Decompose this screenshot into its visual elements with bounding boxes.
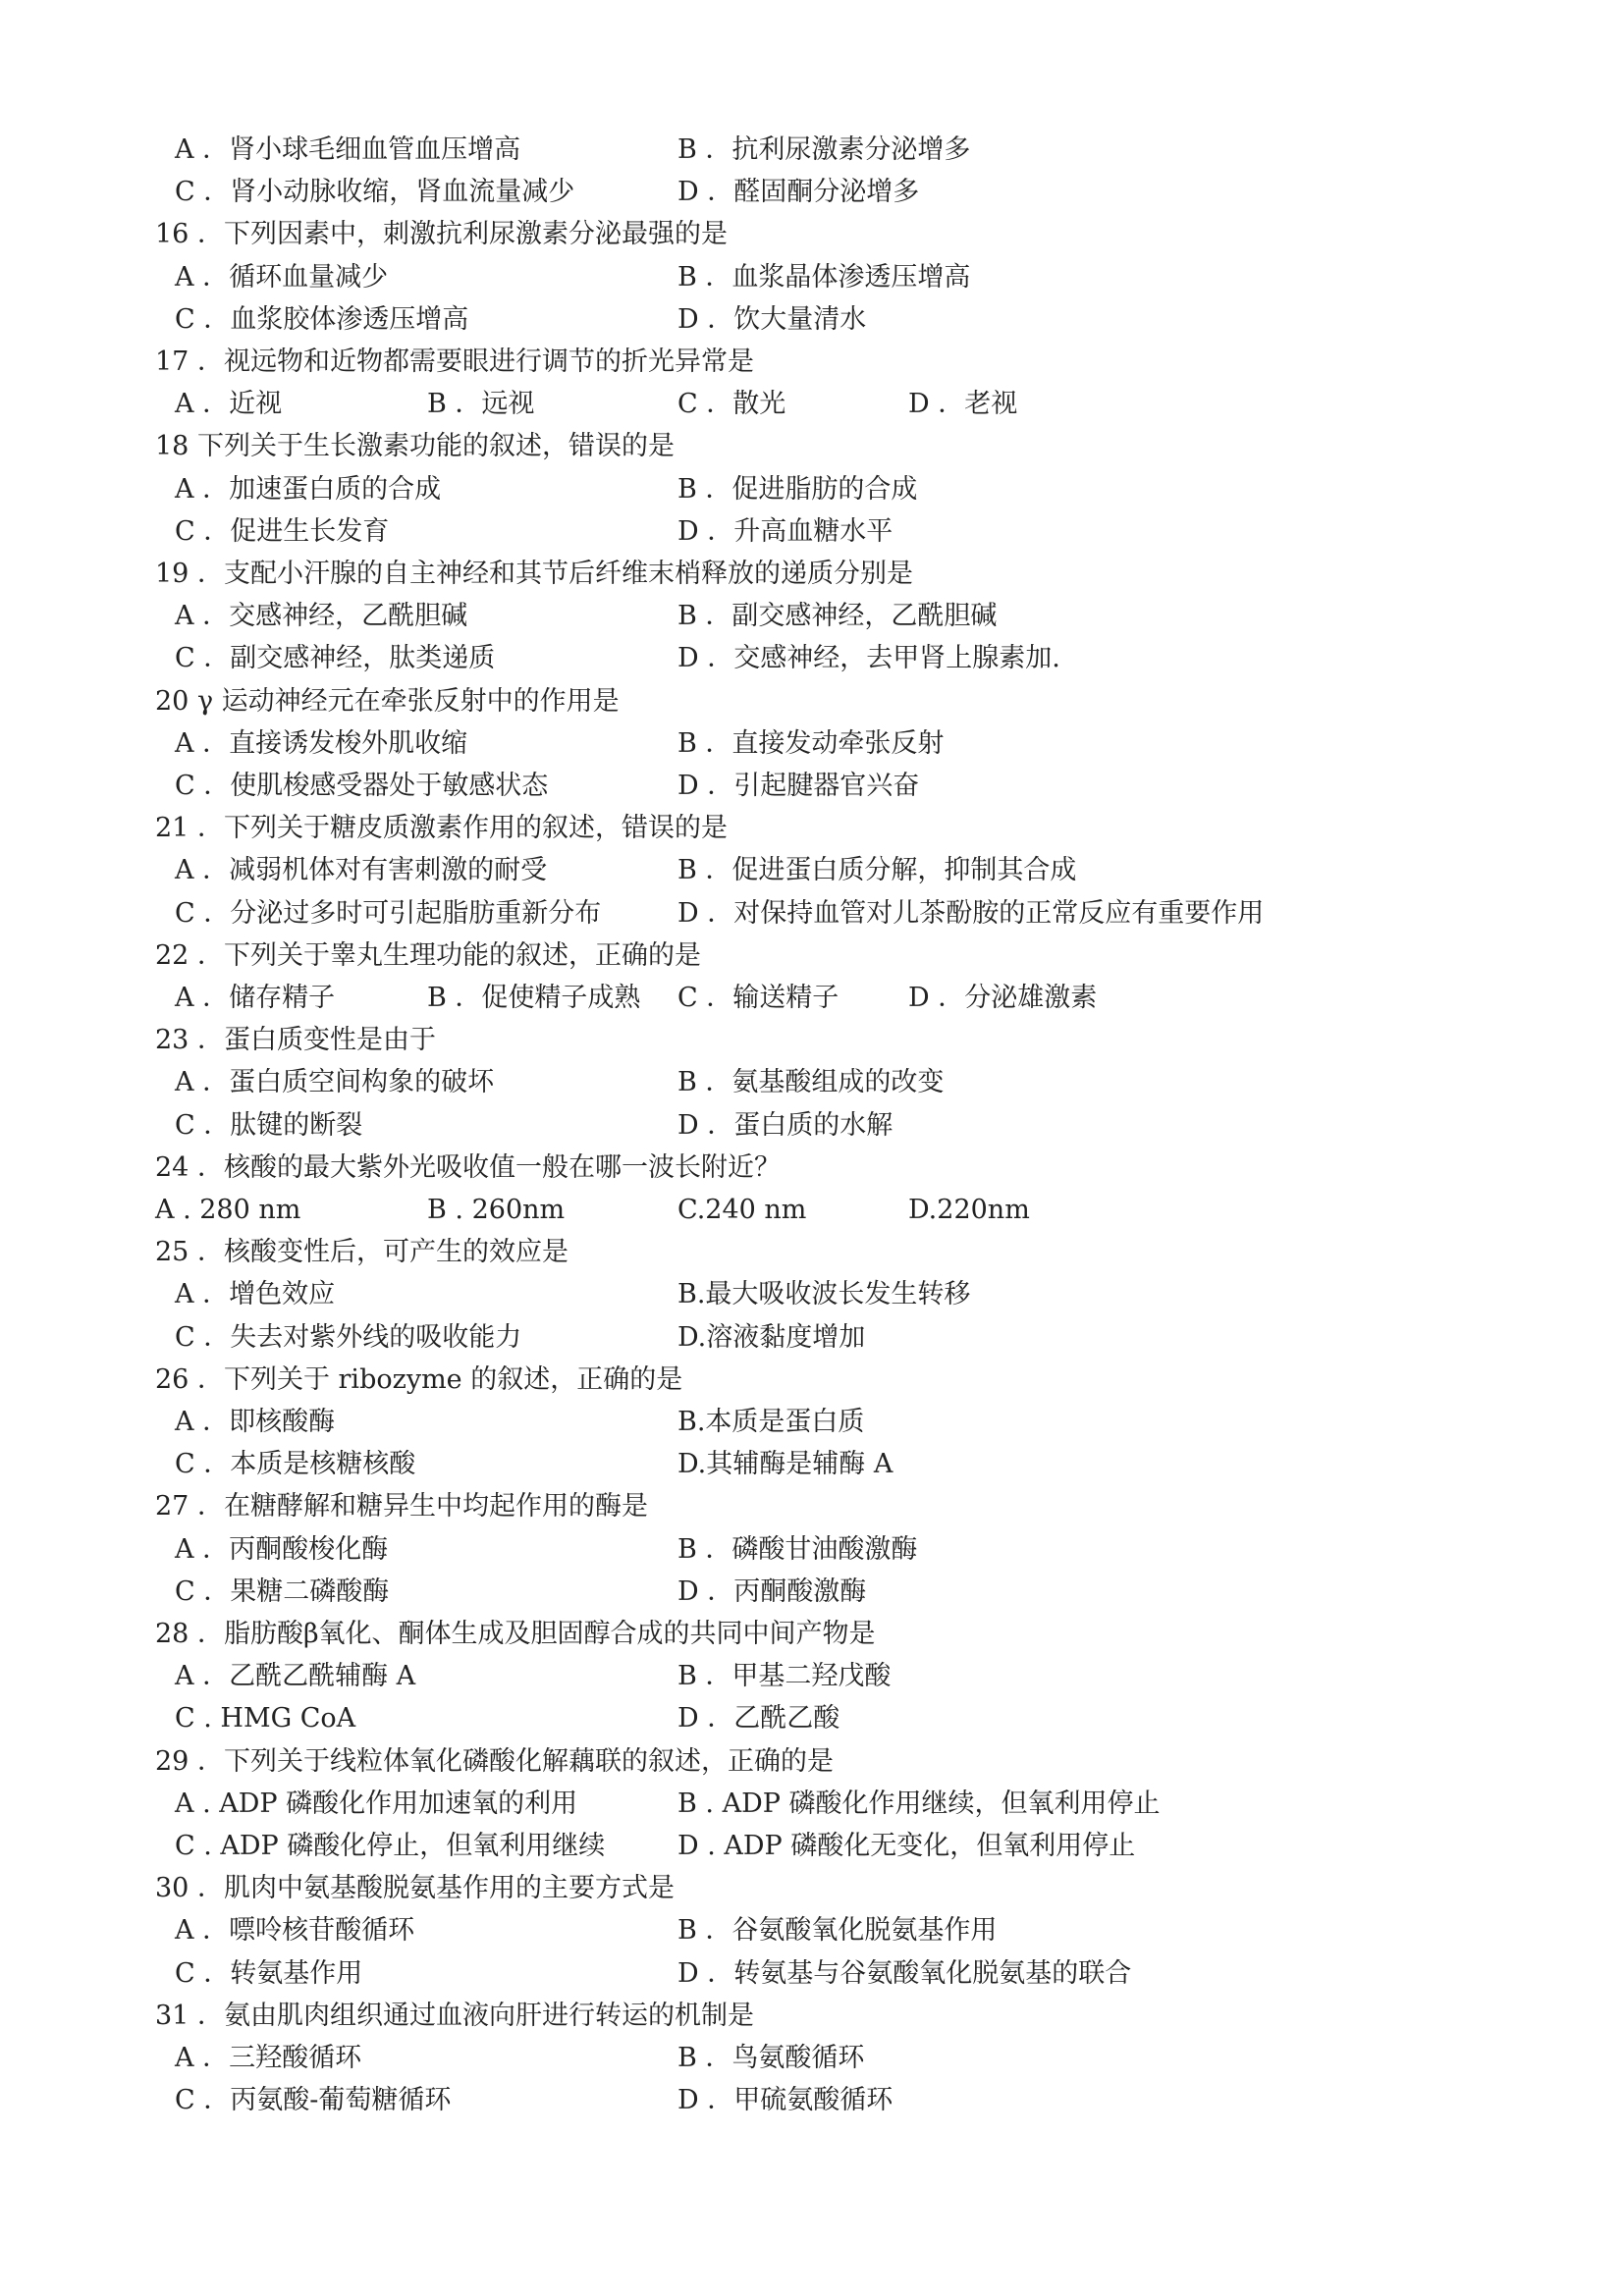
answer-options-line xyxy=(0,1275,1624,1314)
option-text: D ．分泌雄激素 xyxy=(908,983,1098,1013)
answer-options-line xyxy=(0,1445,1624,1484)
option-text: A ．嘌呤核苷酸循环 xyxy=(175,1915,415,1947)
question-stem-line xyxy=(0,1487,1624,1526)
question-text: 31 ．氨由肌肉组织通过血液向肝进行转运的机制是 xyxy=(155,2000,754,2031)
option-text: D ．饮大量清水 xyxy=(677,303,867,335)
answer-options-line xyxy=(0,851,1624,890)
question-stem-line xyxy=(0,1233,1624,1272)
option-text: C ．果糖二磷酸酶 xyxy=(175,1575,390,1607)
answer-options-line xyxy=(0,1699,1624,1738)
question-text: 16 ．下列因素中，刺激抗利尿激素分泌最强的是 xyxy=(155,219,728,250)
question-text: 18 下列关于生长激素功能的叙述，错误的是 xyxy=(155,431,675,462)
option-text: A ．储存精子 xyxy=(175,983,336,1013)
option-text: A ．增色效应 xyxy=(175,1279,336,1310)
option-text: C ．使肌梭感受器处于敏感状态 xyxy=(175,771,549,801)
question-text: 21 ．下列关于糖皮质激素作用的叙述，错误的是 xyxy=(155,813,728,844)
question-stem-line xyxy=(0,936,1624,976)
option-text: C ．失去对紫外线的吸收能力 xyxy=(175,1321,522,1353)
answer-options-line xyxy=(0,724,1624,764)
option-text: A ．三羟酸循环 xyxy=(175,2043,362,2073)
option-text: B ．促进蛋白质分解，抑制其合成 xyxy=(677,855,1077,886)
question-stem-line xyxy=(0,343,1624,382)
question-stem-line xyxy=(0,1021,1624,1060)
question-text: 23 ．蛋白质变性是由于 xyxy=(155,1025,436,1056)
question-text: 25 ．核酸变性后，可产生的效应是 xyxy=(155,1237,568,1268)
option-text: A ．肾小球毛细血管血压增高 xyxy=(175,134,521,165)
answer-options-line xyxy=(0,300,1624,340)
answer-options-line xyxy=(0,258,1624,297)
option-text: A ．减弱机体对有害刺激的耐受 xyxy=(175,855,548,886)
option-text: B ．促进脂肪的合成 xyxy=(677,473,918,505)
option-text: B.本质是蛋白质 xyxy=(677,1407,865,1437)
question-stem-line xyxy=(0,1615,1624,1654)
option-text: D ．蛋白质的水解 xyxy=(677,1109,893,1141)
question-text: 22 ．下列关于睾丸生理功能的叙述，正确的是 xyxy=(155,939,701,971)
question-text: 27 ．在糖酵解和糖异生中均起作用的酶是 xyxy=(155,1491,648,1522)
option-text: D ．引起腱器官兴奋 xyxy=(677,771,920,801)
answer-options-line xyxy=(0,1403,1624,1442)
option-text: A ．丙酮酸梭化酶 xyxy=(175,1533,389,1565)
question-stem-line xyxy=(0,427,1624,466)
option-text: B ．远视 xyxy=(427,389,535,420)
question-stem-line xyxy=(0,682,1624,721)
option-text: D ．乙酰乙酸 xyxy=(677,1703,840,1735)
option-text: D ．交感神经，去甲肾上腺素加. xyxy=(677,643,1060,674)
option-text: B . ADP 磷酸化作用继续，但氧利用停止 xyxy=(677,1788,1161,1819)
question-stem-line xyxy=(0,809,1624,848)
question-stem-line xyxy=(0,1869,1624,1908)
option-text: C ．分泌过多时可引起脂肪重新分布 xyxy=(175,897,602,929)
option-text: C.240 nm xyxy=(677,1195,807,1225)
option-text: C . ADP 磷酸化停止，但氧利用继续 xyxy=(175,1831,606,1861)
answer-options-line xyxy=(0,1530,1624,1570)
question-text: 19 ．支配小汗腺的自主神经和其节后纤维末梢释放的递质分别是 xyxy=(155,559,913,589)
option-text: D . ADP 磷酸化无变化，但氧利用停止 xyxy=(677,1831,1136,1861)
option-text: D.溶液黏度增加 xyxy=(677,1321,866,1353)
option-text: A ．加速蛋白质的合成 xyxy=(175,473,442,505)
option-text: B ．副交感神经，乙酰胆碱 xyxy=(677,601,998,632)
answer-options-line xyxy=(0,894,1624,934)
answer-options-line xyxy=(0,1785,1624,1824)
question-stem-line xyxy=(0,1361,1624,1400)
answer-options-line xyxy=(0,2039,1624,2078)
answer-options-line xyxy=(0,1573,1624,1612)
option-text: D ．对保持血管对儿茶酚胺的正常反应有重要作用 xyxy=(677,897,1265,929)
option-text: B ．鸟氨酸循环 xyxy=(677,2043,865,2073)
option-text: D.220nm xyxy=(908,1195,1030,1225)
answer-options-line xyxy=(0,1827,1624,1866)
option-text: C ．肾小动脉收缩，肾血流量减少 xyxy=(175,177,575,208)
option-text: D ．醛固酮分泌增多 xyxy=(677,177,920,208)
option-text: B ．甲基二羟戊酸 xyxy=(677,1661,892,1692)
question-text: 30 ．肌肉中氨基酸脱氨基作用的主要方式是 xyxy=(155,1873,675,1904)
question-stem-line xyxy=(0,215,1624,254)
option-text: A ．蛋白质空间构象的破坏 xyxy=(175,1067,495,1098)
option-text: B . 260nm xyxy=(427,1195,566,1225)
option-text: C ．输送精子 xyxy=(677,983,839,1013)
option-text: B ．抗利尿激素分泌增多 xyxy=(677,134,971,165)
option-text: A . ADP 磷酸化作用加速氧的利用 xyxy=(175,1788,578,1819)
answer-options-line xyxy=(0,597,1624,636)
option-text: D ．丙酮酸激酶 xyxy=(677,1575,867,1607)
option-text: A ．近视 xyxy=(175,389,283,420)
option-text: B.最大吸收波长发生转移 xyxy=(677,1279,971,1310)
answer-options-line xyxy=(0,1911,1624,1950)
option-text: B ．磷酸甘油酸激酶 xyxy=(677,1533,918,1565)
answer-options-line xyxy=(0,1106,1624,1146)
answer-options-line xyxy=(0,1318,1624,1358)
question-text: 24 ．核酸的最大紫外光吸收值一般在哪一波长附近？ xyxy=(155,1151,781,1183)
answer-options-line xyxy=(0,639,1624,678)
question-text: 17 ．视远物和近物都需要眼进行调节的折光异常是 xyxy=(155,347,754,377)
question-stem-line xyxy=(0,555,1624,594)
option-text: C ．本质是核糖核酸 xyxy=(175,1449,416,1480)
option-text: A . 280 nm xyxy=(155,1195,301,1225)
option-text: A ．循环血量减少 xyxy=(175,261,389,293)
option-text: B ．氨基酸组成的改变 xyxy=(677,1067,945,1098)
question-stem-line xyxy=(0,1997,1624,2036)
option-text: D ．老视 xyxy=(908,389,1018,420)
option-text: A ．直接诱发梭外肌收缩 xyxy=(175,727,468,759)
option-text: A ．交感神经，乙酰胆碱 xyxy=(175,601,468,632)
question-text: 29 ．下列关于线粒体氧化磷酸化解藕联的叙述，正确的是 xyxy=(155,1745,834,1777)
answer-options-line xyxy=(0,385,1624,424)
option-text: C ．转氨基作用 xyxy=(175,1957,363,1989)
option-text: B ．谷氨酸氧化脱氨基作用 xyxy=(677,1915,998,1947)
option-text: B ．促使精子成熟 xyxy=(427,983,641,1013)
answer-options-line xyxy=(0,512,1624,552)
answer-options-line xyxy=(0,1657,1624,1696)
option-text: B ．血浆晶体渗透压增高 xyxy=(677,261,971,293)
answer-options-line xyxy=(0,470,1624,509)
answer-options-line xyxy=(0,2081,1624,2120)
option-text: D ．升高血糖水平 xyxy=(677,515,893,547)
question-stem-line xyxy=(0,1742,1624,1782)
option-text: C ．肽键的断裂 xyxy=(175,1109,363,1141)
question-text: 26 ．下列关于 ribozyme 的叙述，正确的是 xyxy=(155,1363,683,1395)
answer-options-line xyxy=(0,767,1624,806)
option-text: C ．丙氨酸-葡萄糖循环 xyxy=(175,2085,452,2116)
answer-options-line xyxy=(0,979,1624,1018)
option-text: C ．血浆胶体渗透压增高 xyxy=(175,303,469,335)
option-text: A ．乙酰乙酰辅酶 A xyxy=(175,1661,416,1692)
answer-options-line xyxy=(0,1954,1624,1994)
option-text: C ．促进生长发育 xyxy=(175,515,390,547)
option-text: C . HMG CoA xyxy=(175,1703,356,1735)
answer-options-line xyxy=(0,173,1624,212)
option-text: C ．散光 xyxy=(677,389,786,420)
answer-options-line xyxy=(0,1191,1624,1230)
option-text: A ．即核酸酶 xyxy=(175,1407,336,1437)
question-text: 28 ．脂肪酸β氧化、酮体生成及胆固醇合成的共同中间产物是 xyxy=(155,1619,876,1649)
option-text: D ．转氨基与谷氨酸氧化脱氨基的联合 xyxy=(677,1957,1132,1989)
option-text: D ．甲硫氨酸循环 xyxy=(677,2085,893,2116)
option-text: C ．副交感神经，肽类递质 xyxy=(175,643,496,674)
answer-options-line xyxy=(0,131,1624,170)
question-text: 20 γ 运动神经元在牵张反射中的作用是 xyxy=(155,685,620,717)
answer-options-line xyxy=(0,1063,1624,1102)
option-text: D.其辅酶是辅酶 A xyxy=(677,1449,893,1480)
option-text: B ．直接发动牵张反射 xyxy=(677,727,945,759)
question-stem-line xyxy=(0,1148,1624,1188)
